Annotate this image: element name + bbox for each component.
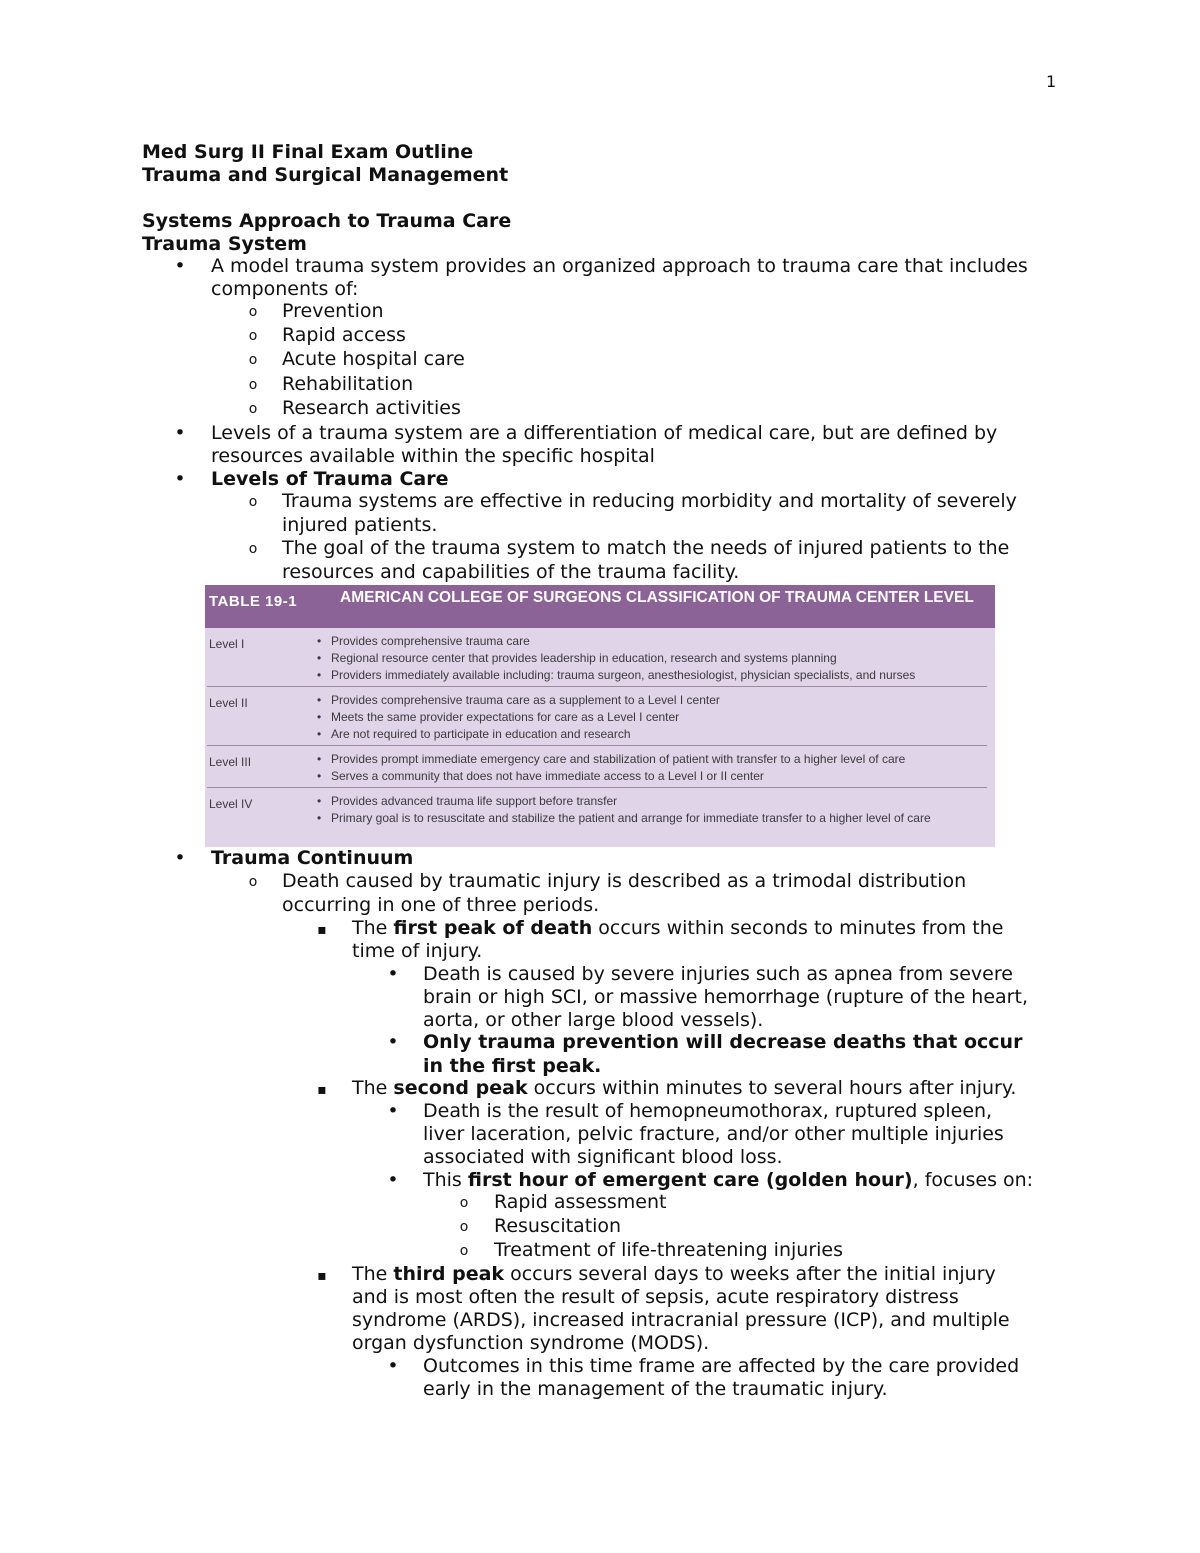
table-title: AMERICAN COLLEGE OF SURGEONS CLASSIFICATION OF TRAUMA CENTER LEVEL — [340, 589, 974, 606]
subsection-heading: Trauma System — [142, 233, 307, 255]
table-header — [205, 585, 995, 628]
levels-point-1-line-2: injured patients. — [282, 514, 438, 536]
document-title: Med Surg II Final Exam Outline — [142, 141, 474, 163]
component-item: Acute hospital care — [282, 348, 465, 370]
table-divider — [207, 745, 987, 746]
table-item: • Provides advanced trauma life support before transfer — [317, 793, 1011, 809]
table-item: • Provides prompt immediate emergency care and stabilization of patient with transfer to a higher level of care — [317, 751, 1011, 767]
third-peak-outcome-line-1: Outcomes in this time frame are affected by the care provided — [423, 1355, 1020, 1377]
first-peak-line-1: The first peak of death occurs within seconds to minutes from the — [352, 917, 1004, 939]
system-bullet-2-line-1: Levels of a trauma system are a differentiation of medical care, but are defined by — [211, 422, 998, 444]
table-item: • Serves a community that does not have immediate access to a Level I or II center — [317, 768, 1011, 784]
component-item: Research activities — [282, 397, 461, 419]
circle-bullet-icon: o — [248, 352, 258, 368]
bullet-icon — [383, 1031, 403, 1055]
table-item: • Provides comprehensive trauma care — [317, 633, 1011, 649]
component-item: Prevention — [282, 300, 384, 322]
third-peak-line-2: and is most often the result of sepsis, acute respiratory distress — [352, 1286, 959, 1308]
component-item: Rapid access — [282, 324, 406, 346]
table-item: • Regional resource center that provides leadership in education, research and systems planning — [317, 650, 1011, 666]
first-peak-death-line-2: brain or high SCI, or massive hemorrhage (rupture of the heart, — [423, 986, 1028, 1008]
first-peak-line-2: time of injury. — [352, 940, 483, 962]
levels-point-2-line-2: resources and capabilities of the trauma facility. — [282, 561, 740, 583]
bullet-icon — [383, 963, 403, 987]
trauma-center-classification-table — [205, 585, 995, 847]
table-label: TABLE 19-1 — [209, 593, 298, 610]
circle-bullet-icon: o — [248, 541, 258, 557]
bullet-icon — [170, 847, 190, 871]
continuum-intro-line-1: Death caused by traumatic injury is described as a trimodal distribution — [282, 870, 967, 892]
circle-bullet-icon: o — [459, 1243, 469, 1259]
levels-point-1-line-1: Trauma systems are effective in reducing morbidity and mortality of severely — [282, 490, 1017, 512]
square-bullet-icon — [312, 917, 332, 943]
bullet-icon — [170, 468, 190, 492]
circle-bullet-icon: o — [248, 328, 258, 344]
continuum-heading: Trauma Continuum — [211, 847, 414, 869]
first-peak-prevention-line-1: Only trauma prevention will decrease deaths that occur — [423, 1031, 1023, 1053]
circle-bullet-icon: o — [248, 377, 258, 393]
bullet-icon — [170, 255, 190, 279]
golden-hour-line: This first hour of emergent care (golden hour), focuses on: — [423, 1169, 1034, 1191]
system-bullet-2-line-2: resources available within the specific hospital — [211, 445, 655, 467]
golden-hour-item: Rapid assessment — [494, 1191, 667, 1213]
section-heading: Systems Approach to Trauma Care — [142, 210, 512, 232]
third-peak-line-1: The third peak occurs several days to weeks after the initial injury — [352, 1263, 996, 1285]
page-number: 1 — [1046, 72, 1057, 91]
third-peak-outcome-line-2: early in the management of the traumatic injury. — [423, 1378, 888, 1400]
square-bullet-icon — [312, 1077, 332, 1103]
second-peak-death-line-1: Death is the result of hemopneumothorax, ruptured spleen, — [423, 1100, 993, 1122]
table-divider — [207, 787, 987, 788]
first-peak-death-line-3: aorta, or other large blood vessels). — [423, 1009, 764, 1031]
component-item: Rehabilitation — [282, 373, 414, 395]
golden-hour-item: Treatment of life-threatening injuries — [494, 1239, 844, 1261]
system-bullet-1-line-2: components of: — [211, 278, 359, 300]
table-item: • Primary goal is to resuscitate and stabilize the patient and arrange for immediate transfer to a higher level of care — [317, 810, 1011, 826]
third-peak-line-3: syndrome (ARDS), increased intracranial pressure (ICP), and multiple — [352, 1309, 1010, 1331]
square-bullet-icon — [312, 1263, 332, 1289]
table-divider — [207, 686, 987, 687]
table-level: Level I — [209, 637, 245, 651]
table-level: Level II — [209, 696, 248, 710]
levels-heading: Levels of Trauma Care — [211, 468, 449, 490]
circle-bullet-icon: o — [248, 304, 258, 320]
system-bullet-1-line-1: A model trauma system provides an organized approach to trauma care that includes — [211, 255, 1028, 277]
table-item: • Are not required to participate in education and research — [317, 726, 1011, 742]
table-item: • Meets the same provider expectations for care as a Level I center — [317, 709, 1011, 725]
first-peak-death-line-1: Death is caused by severe injuries such as apnea from severe — [423, 963, 1013, 985]
table-level: Level IV — [209, 797, 253, 811]
table-item: • Provides comprehensive trauma care as a supplement to a Level I center — [317, 692, 1011, 708]
first-peak-prevention-line-2: in the first peak. — [423, 1055, 602, 1077]
bullet-icon — [170, 422, 190, 446]
levels-point-2-line-1: The goal of the trauma system to match the needs of injured patients to the — [282, 537, 1010, 559]
circle-bullet-icon: o — [459, 1195, 469, 1211]
circle-bullet-icon: o — [248, 494, 258, 510]
circle-bullet-icon: o — [248, 401, 258, 417]
bullet-icon — [383, 1100, 403, 1124]
document-subtitle: Trauma and Surgical Management — [142, 164, 509, 186]
continuum-intro-line-2: occurring in one of three periods. — [282, 894, 600, 916]
circle-bullet-icon: o — [459, 1219, 469, 1235]
second-peak-line-1: The second peak occurs within minutes to several hours after injury. — [352, 1077, 1017, 1099]
bullet-icon — [383, 1169, 403, 1193]
second-peak-death-line-2: liver laceration, pelvic fracture, and/or other multiple injuries — [423, 1123, 1004, 1145]
golden-hour-item: Resuscitation — [494, 1215, 622, 1237]
circle-bullet-icon: o — [248, 874, 258, 890]
bullet-icon — [383, 1355, 403, 1379]
table-level: Level III — [209, 755, 252, 769]
third-peak-line-4: organ dysfunction syndrome (MODS). — [352, 1332, 710, 1354]
second-peak-death-line-3: associated with significant blood loss. — [423, 1146, 783, 1168]
table-item: • Providers immediately available including: trauma surgeon, anesthesiologist, physician specialists, and nurses — [317, 667, 1011, 683]
